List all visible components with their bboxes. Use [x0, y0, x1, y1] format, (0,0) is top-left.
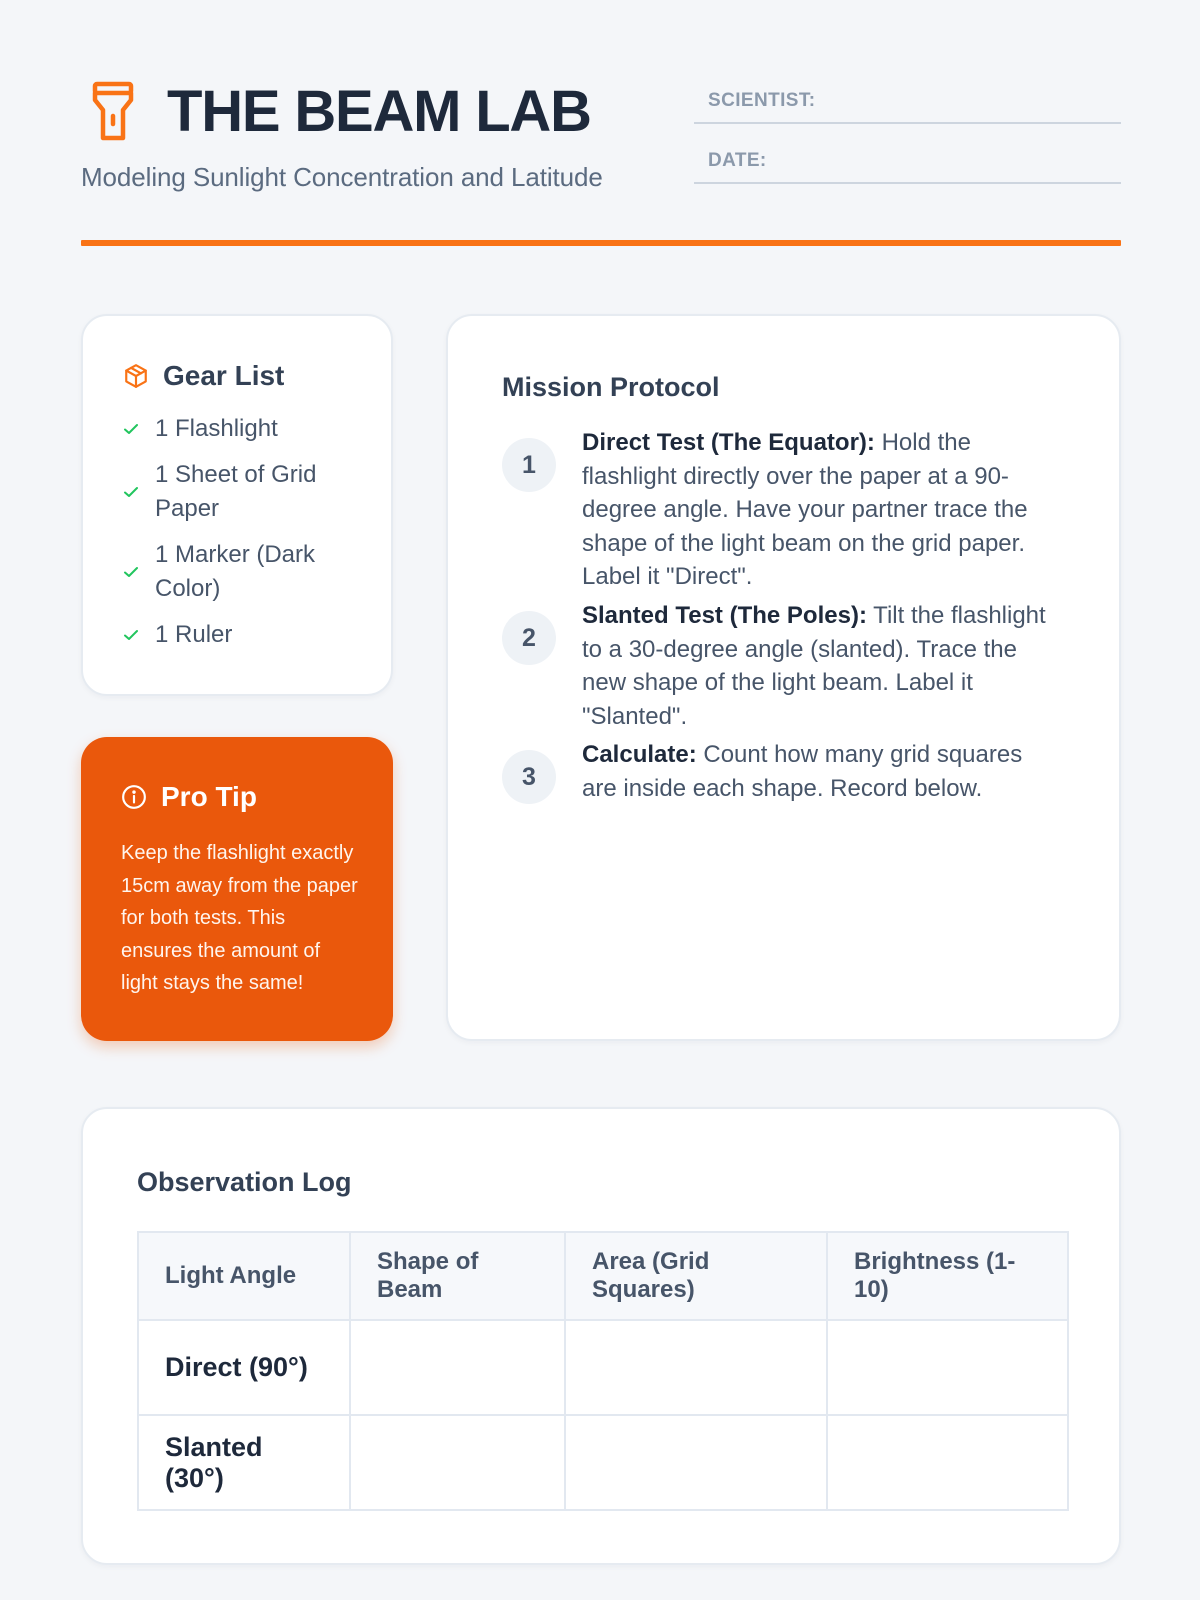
observation-log-title: Observation Log	[137, 1167, 352, 1197]
observation-table	[137, 1231, 1069, 1511]
info-icon	[121, 784, 147, 810]
check-icon	[123, 627, 139, 643]
step-text	[582, 599, 1062, 733]
table-row	[138, 1415, 1068, 1510]
flashlight-icon	[81, 80, 145, 144]
pro-tip-title: Pro Tip	[161, 781, 257, 812]
pro-tip-text: Keep the flashlight exactly 15cm away from the paper for both tests. This ensures the amount of light stays the same!	[121, 842, 358, 994]
gear-item-label: 1 Marker (Dark Color)	[155, 541, 316, 602]
gear-item-label: 1 Flashlight	[155, 415, 278, 442]
date-label: DATE:	[708, 150, 767, 171]
gear-item-label: 1 Sheet of Grid Paper	[155, 461, 317, 522]
mission-protocol-card	[446, 314, 1121, 1041]
observation-log-card	[81, 1107, 1121, 1565]
table-cell[interactable]	[350, 1320, 565, 1415]
table-cell[interactable]	[350, 1415, 565, 1510]
mission-protocol-title: Mission Protocol	[502, 372, 720, 402]
gear-list-title: Gear List	[163, 360, 285, 391]
column-header: Brightness (1-10)	[827, 1232, 1068, 1320]
list-item	[123, 412, 363, 446]
step-number: 1	[502, 438, 556, 492]
check-icon	[123, 484, 139, 500]
step-text	[582, 426, 1062, 594]
row-label: Slanted (30°)	[138, 1415, 350, 1510]
step-number: 2	[502, 611, 556, 665]
row-label: Direct (90°)	[138, 1320, 350, 1415]
table-header-row	[138, 1232, 1068, 1320]
check-icon	[123, 421, 139, 437]
pro-tip-header	[121, 781, 257, 813]
table-cell[interactable]	[565, 1415, 827, 1510]
list-item	[123, 538, 363, 606]
page-subtitle: Modeling Sunlight Concentration and Latitude	[81, 162, 603, 192]
brand	[81, 80, 591, 144]
gear-list-card	[81, 314, 393, 696]
gear-item-label: 1 Ruler	[155, 621, 233, 648]
step-body: Hold the flashlight directly over the paper at a 90-degree angle. Have your partner trace the shape of the light beam on the grid paper. Label it "Direct".	[582, 429, 1028, 590]
column-header: Light Angle	[138, 1232, 350, 1320]
page-title: THE BEAM LAB	[167, 79, 591, 144]
date-field[interactable]	[694, 128, 1121, 184]
header-divider	[81, 240, 1121, 246]
step-heading: Slanted Test (The Poles):	[582, 602, 867, 629]
step-heading: Calculate:	[582, 741, 697, 768]
gear-items	[123, 412, 363, 664]
column-header: Shape of Beam	[350, 1232, 565, 1320]
list-item	[123, 618, 363, 652]
gear-list-header	[123, 360, 284, 392]
box-icon	[123, 363, 149, 389]
table-cell[interactable]	[827, 1415, 1068, 1510]
step-number: 3	[502, 750, 556, 804]
pro-tip-card	[81, 737, 393, 1041]
page-header	[81, 76, 1121, 246]
table-cell[interactable]	[565, 1320, 827, 1415]
scientist-label: SCIENTIST:	[708, 90, 816, 111]
step-heading: Direct Test (The Equator):	[582, 429, 875, 456]
step-body: Count how many grid squares are inside each shape. Record below.	[582, 741, 1023, 802]
list-item	[123, 458, 363, 526]
check-icon	[123, 564, 139, 580]
step-text	[582, 738, 1062, 805]
table-row	[138, 1320, 1068, 1415]
column-header: Area (Grid Squares)	[565, 1232, 827, 1320]
step-body: Tilt the flashlight to a 30-degree angle (slanted). Trace the new shape of the light beam. Label it "Slanted".	[582, 602, 1046, 730]
scientist-field[interactable]	[694, 72, 1121, 124]
table-cell[interactable]	[827, 1320, 1068, 1415]
